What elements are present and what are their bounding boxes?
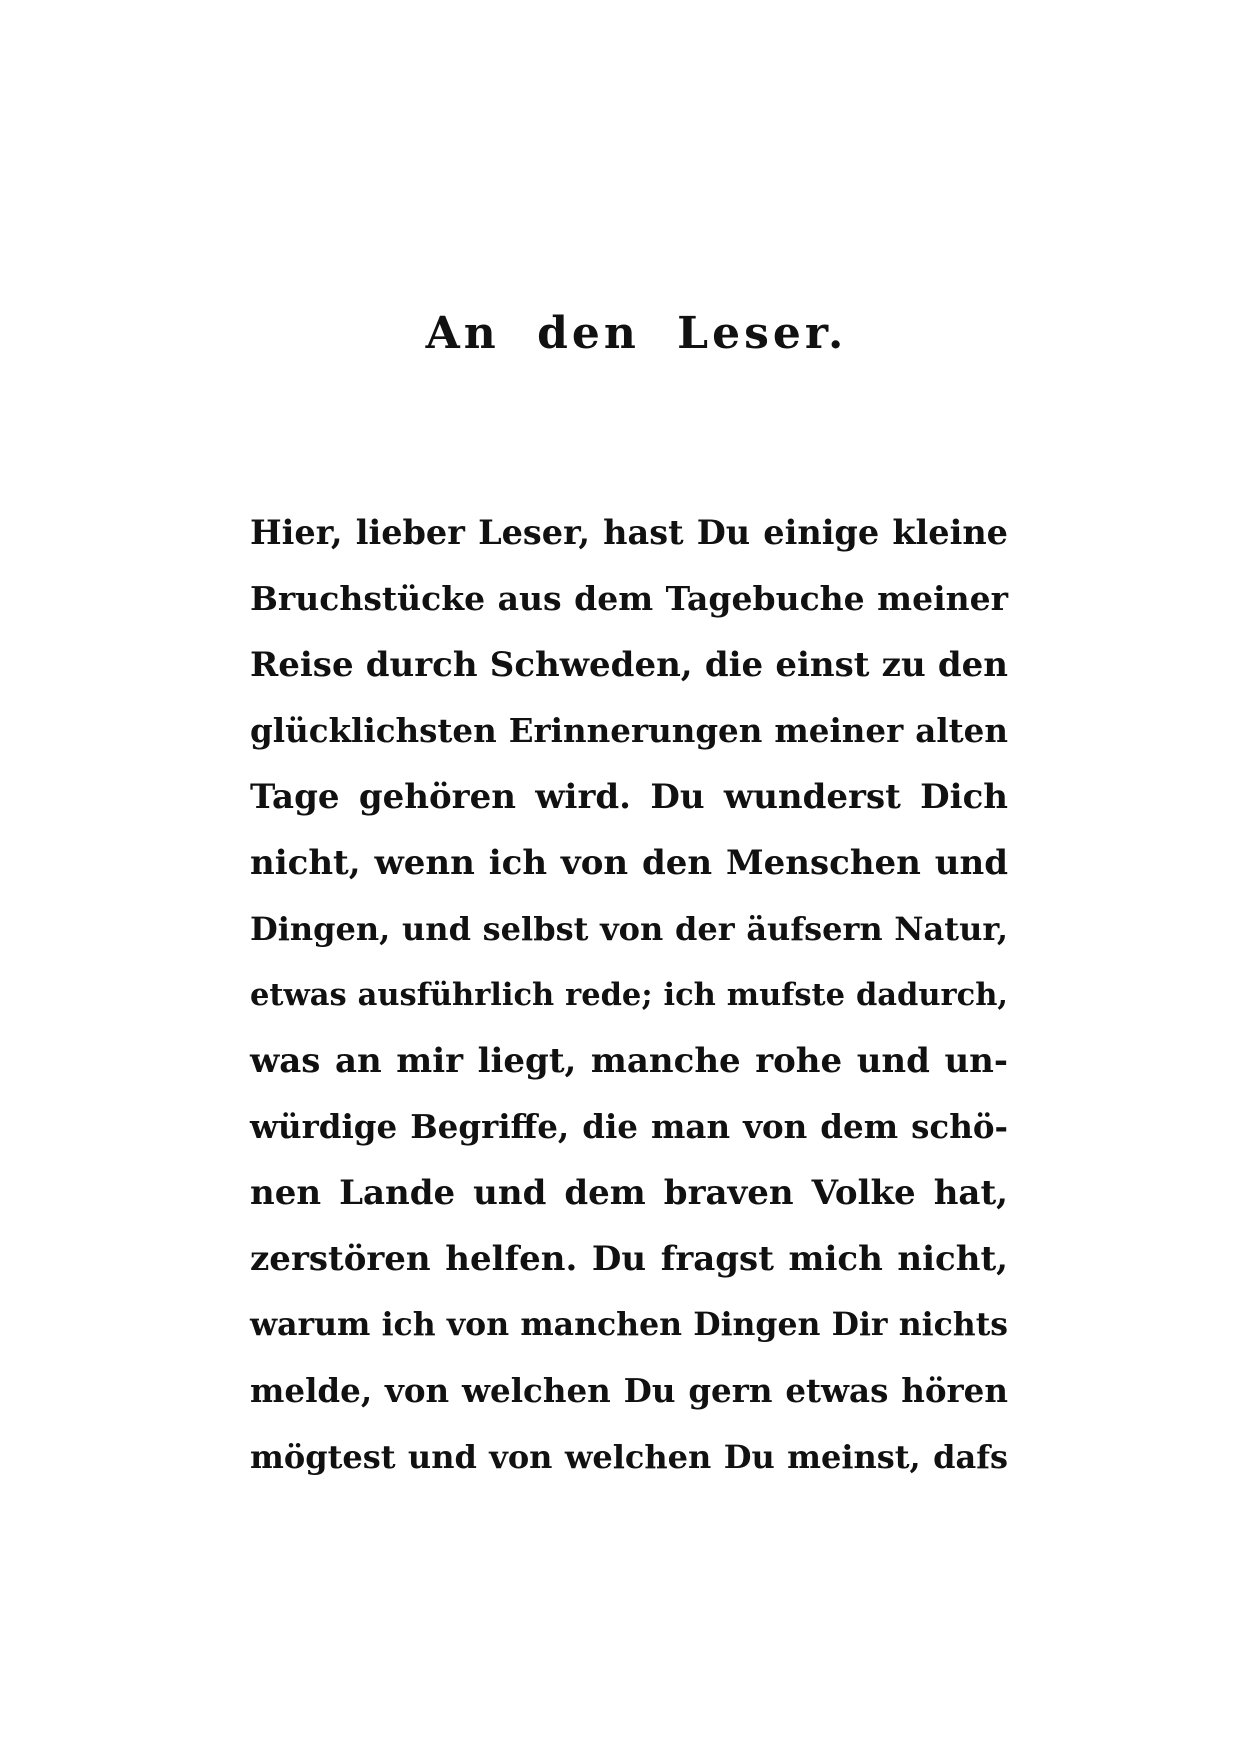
text-line: Bruchstücke aus dem Tagebuche meiner [250, 579, 1008, 618]
text-line: etwas ausführlich rede; ich mufste dadurch, [250, 977, 1008, 1013]
text-line: Reise durch Schweden, die einst zu den [250, 645, 1008, 685]
page-title: An den Leser. [425, 308, 848, 359]
text-line: melde, von welchen Du gern etwas hören [250, 1371, 1008, 1410]
text-line: warum ich von manchen Dingen Dir nichts [250, 1306, 1008, 1343]
text-line: nicht, wenn ich von den Menschen und [250, 843, 1008, 883]
text-line: Hier, lieber Leser, hast Du einige kleine [250, 513, 1008, 552]
body-text [250, 500, 1008, 1490]
text-line: Tage gehören wird. Du wunderst Dich [250, 777, 1008, 817]
text-line: was an mir liegt, manche rohe und un- [250, 1041, 1008, 1081]
text-line: glücklichsten Erinnerungen meiner alten [250, 711, 1008, 750]
text-line: mögtest und von welchen Du meinst, dafs [250, 1438, 1008, 1476]
text-line: nen Lande und dem braven Volke hat, [250, 1173, 1008, 1213]
text-line: Dingen, und selbst von der äufsern Natur, [250, 910, 1008, 948]
text-line: zerstören helfen. Du fragst mich nicht, [250, 1239, 1008, 1279]
text-line: würdige Begriffe, die man von dem schö- [250, 1107, 1008, 1146]
